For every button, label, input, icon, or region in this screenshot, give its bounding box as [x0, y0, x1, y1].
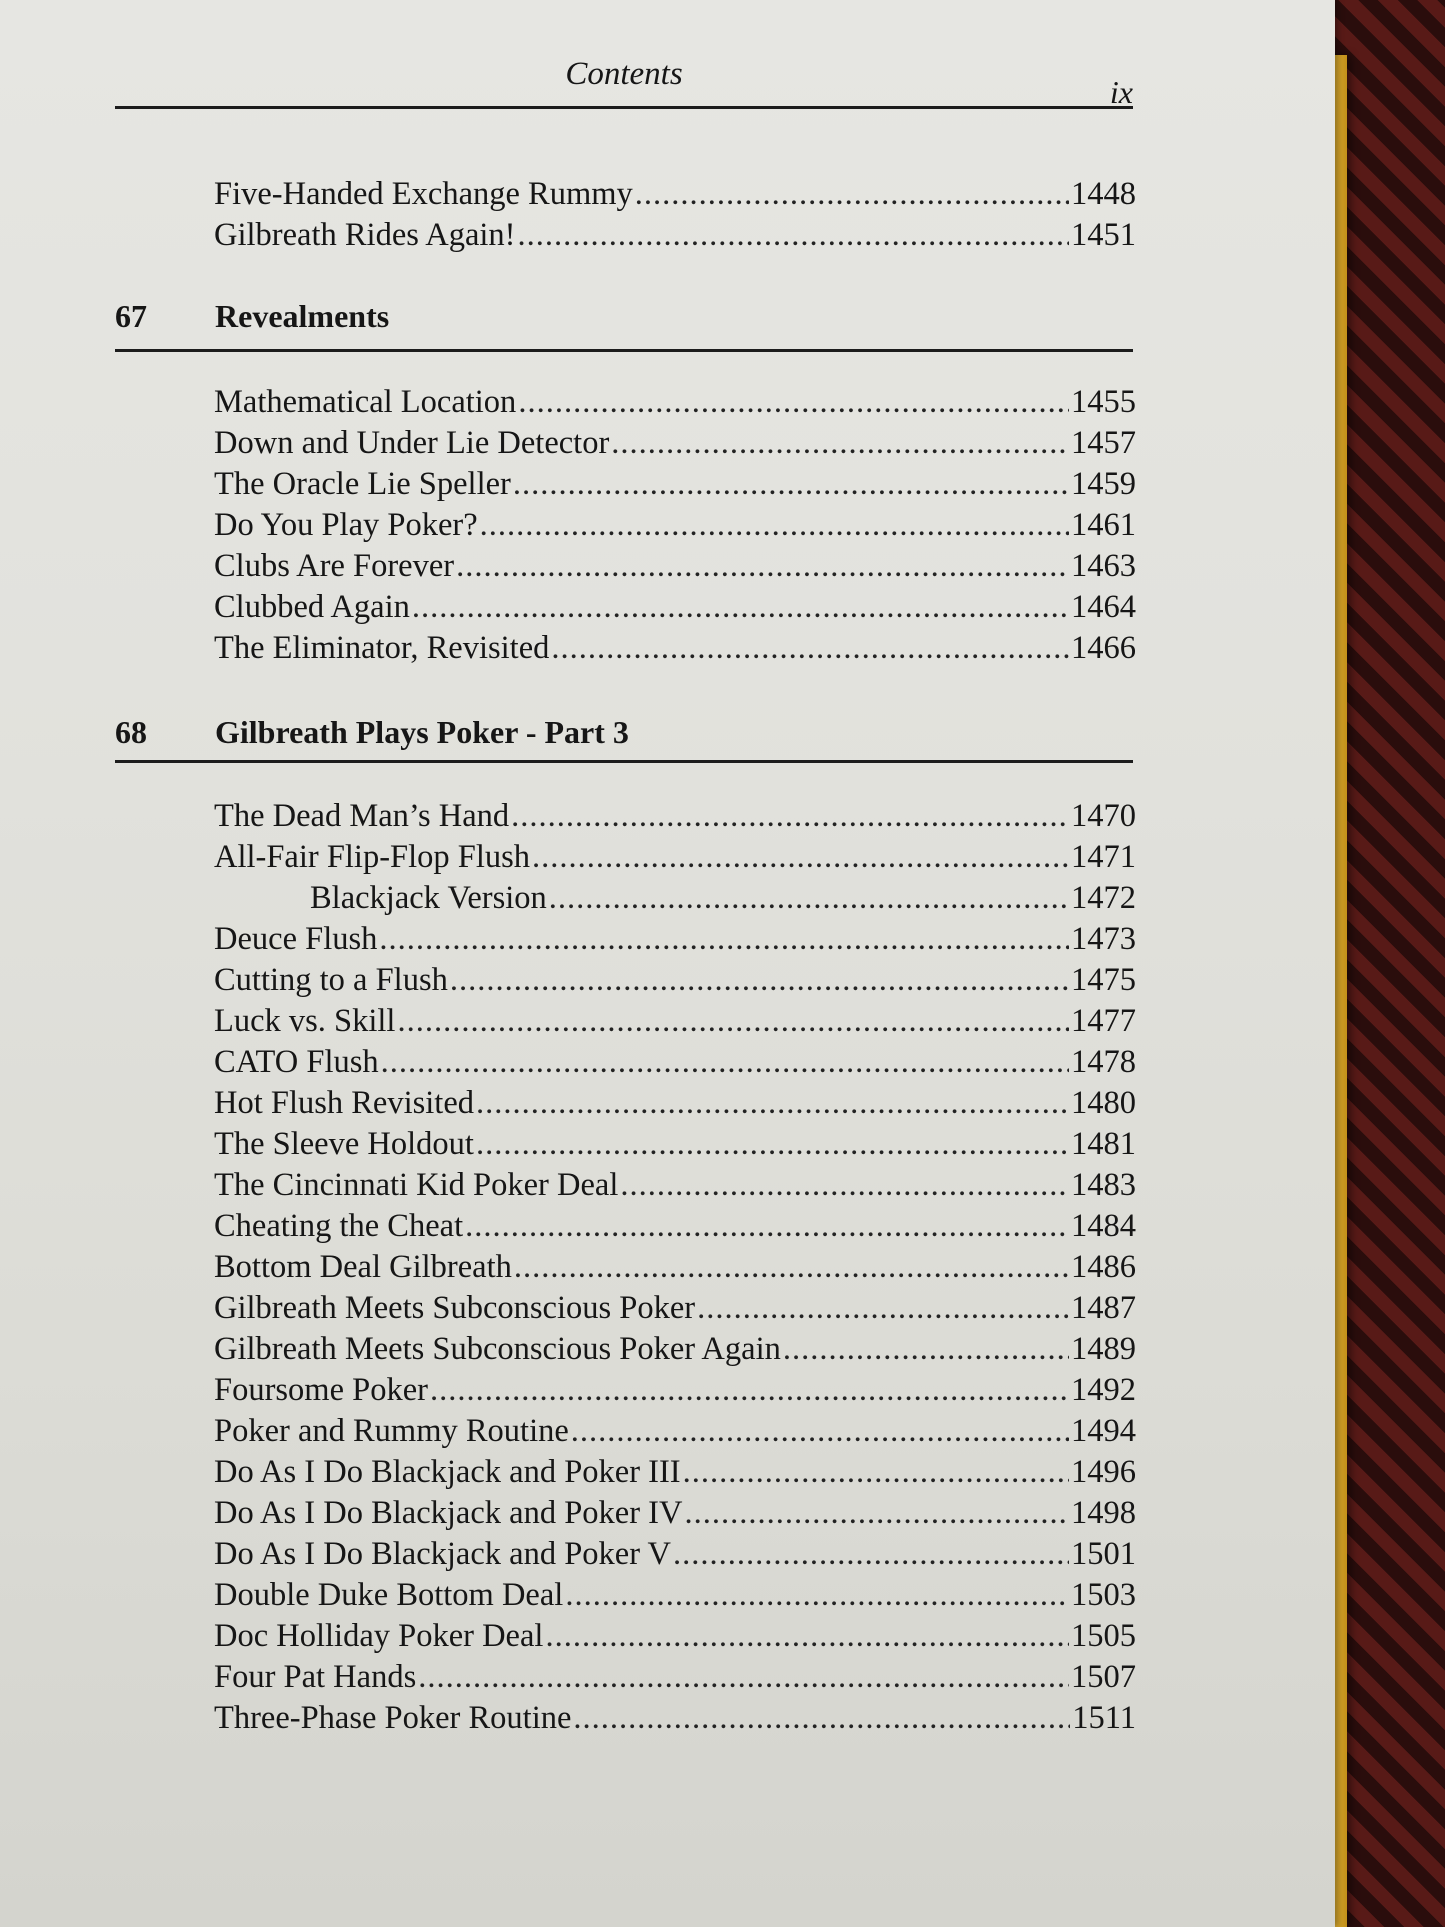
leader-dots	[511, 796, 1069, 837]
toc-entry-title: Foursome Poker	[214, 1372, 428, 1408]
toc-entry[interactable]	[214, 1083, 1136, 1124]
toc-entry[interactable]	[214, 423, 1136, 464]
toc-entry[interactable]	[214, 1493, 1136, 1534]
header-rule	[115, 106, 1133, 109]
toc-entry-page: 1505	[1071, 1618, 1136, 1654]
toc-entry-title: Cheating the Cheat	[214, 1208, 464, 1244]
leader-dots	[418, 1657, 1069, 1698]
chapter-title: Gilbreath Plays Poker - Part 3	[215, 714, 629, 750]
toc-entry-title: Four Pat Hands	[214, 1659, 417, 1695]
toc-entry[interactable]	[214, 464, 1136, 505]
toc-entry-title: Cutting to a Flush	[214, 962, 448, 998]
leader-dots	[379, 919, 1069, 960]
toc-entry[interactable]	[214, 796, 1136, 837]
leader-dots	[611, 423, 1069, 464]
toc-entry[interactable]	[214, 215, 1136, 256]
running-head	[115, 52, 1133, 110]
chapter-number: 67	[115, 298, 147, 334]
toc-entry-subitem[interactable]	[214, 878, 1136, 919]
toc-entry-page: 1478	[1071, 1044, 1136, 1080]
toc-entry[interactable]	[214, 1288, 1136, 1329]
leader-dots	[565, 1575, 1069, 1616]
toc-entry[interactable]	[214, 960, 1136, 1001]
toc-entry-page: 1511	[1072, 1700, 1136, 1736]
toc-entry-page: 1464	[1071, 589, 1136, 625]
leader-dots	[381, 1042, 1069, 1083]
toc-entry-title: Do You Play Poker?	[214, 507, 478, 543]
toc-entry[interactable]	[214, 1042, 1136, 1083]
toc-entry-page: 1463	[1071, 548, 1136, 584]
toc-entry-title: Gilbreath Rides Again!	[214, 217, 516, 253]
toc-entry[interactable]	[214, 1411, 1136, 1452]
leader-dots	[573, 1698, 1070, 1739]
toc-entry-title: Clubs Are Forever	[214, 548, 455, 584]
toc-entry-title: Doc Holliday Poker Deal	[214, 1618, 544, 1654]
leader-dots	[476, 1124, 1069, 1165]
leader-dots	[532, 837, 1069, 878]
toc-entry[interactable]	[214, 587, 1136, 628]
toc-entry-title: Do As I Do Blackjack and Poker V	[214, 1536, 672, 1572]
toc-entry-title: Bottom Deal Gilbreath	[214, 1249, 512, 1285]
leader-dots	[697, 1288, 1069, 1329]
toc-entry-title: Double Duke Bottom Deal	[214, 1577, 564, 1613]
chapter-heading-67[interactable]	[115, 298, 1133, 338]
toc-list-chapter-68	[214, 796, 1136, 1739]
toc-entry-page: 1461	[1071, 507, 1136, 543]
leader-dots	[673, 1534, 1069, 1575]
toc-entry[interactable]	[214, 1001, 1136, 1042]
toc-entry[interactable]	[214, 546, 1136, 587]
toc-list-chapter-67	[214, 382, 1136, 669]
toc-entry-page: 1483	[1071, 1167, 1136, 1203]
toc-entry-page: 1492	[1071, 1372, 1136, 1408]
toc-entry[interactable]	[214, 1124, 1136, 1165]
toc-entry-page: 1486	[1071, 1249, 1136, 1285]
toc-entry-title: Gilbreath Meets Subconscious Poker Again	[214, 1331, 781, 1367]
leader-dots	[450, 960, 1069, 1001]
toc-entry-page: 1459	[1071, 466, 1136, 502]
toc-entry[interactable]	[214, 837, 1136, 878]
leader-dots	[412, 587, 1069, 628]
toc-entry-page: 1470	[1071, 798, 1136, 834]
toc-entry-title: The Cincinnati Kid Poker Deal	[214, 1167, 619, 1203]
leader-dots	[783, 1329, 1069, 1370]
leader-dots	[465, 1206, 1069, 1247]
toc-list-continued	[214, 174, 1136, 256]
toc-entry-page: 1481	[1071, 1126, 1136, 1162]
leader-dots	[480, 505, 1069, 546]
toc-entry-page: 1484	[1071, 1208, 1136, 1244]
leader-dots	[518, 382, 1069, 423]
leader-dots	[571, 1411, 1069, 1452]
toc-entry-page: 1477	[1071, 1003, 1136, 1039]
toc-entry[interactable]	[214, 1370, 1136, 1411]
chapter-title: Revealments	[215, 298, 390, 334]
leader-dots	[514, 1247, 1069, 1288]
leader-dots	[684, 1493, 1069, 1534]
toc-entry-page: 1466	[1071, 630, 1136, 666]
toc-entry-title: Three-Phase Poker Routine	[214, 1700, 572, 1736]
toc-entry-page: 1472	[1071, 880, 1136, 916]
toc-entry-title: Down and Under Lie Detector	[214, 425, 610, 461]
toc-entry[interactable]	[214, 382, 1136, 423]
toc-entry-page: 1451	[1071, 217, 1136, 253]
toc-entry-title: Gilbreath Meets Subconscious Poker	[214, 1290, 696, 1326]
toc-entry-title: The Dead Man’s Hand	[214, 798, 510, 834]
leader-dots	[620, 1165, 1069, 1206]
toc-entry-title: Poker and Rummy Routine	[214, 1413, 569, 1449]
leader-dots	[635, 174, 1069, 215]
leader-dots	[549, 878, 1069, 919]
toc-entry[interactable]	[214, 1452, 1136, 1493]
toc-entry-page: 1503	[1071, 1577, 1136, 1613]
chapter-number: 68	[115, 714, 147, 750]
running-head-title: Contents	[565, 56, 683, 92]
leader-dots	[430, 1370, 1069, 1411]
toc-entry-title: Do As I Do Blackjack and Poker III	[214, 1454, 681, 1490]
toc-entry-title: The Oracle Lie Speller	[214, 466, 511, 502]
toc-entry-title: Five-Handed Exchange Rummy	[214, 176, 633, 212]
toc-entry-title: Clubbed Again	[214, 589, 410, 625]
leader-dots	[476, 1083, 1069, 1124]
toc-entry[interactable]	[214, 1534, 1136, 1575]
running-head-page-number: ix	[1109, 74, 1133, 110]
toc-entry-page: 1475	[1071, 962, 1136, 998]
toc-entry[interactable]	[214, 1616, 1136, 1657]
toc-entry-title: Do As I Do Blackjack and Poker IV	[214, 1495, 683, 1531]
leader-dots	[513, 464, 1069, 505]
toc-entry-title: Luck vs. Skill	[214, 1003, 396, 1039]
toc-entry[interactable]	[214, 1247, 1136, 1288]
toc-entry-page: 1496	[1071, 1454, 1136, 1490]
leader-dots	[683, 1452, 1069, 1493]
toc-entry-page: 1498	[1071, 1495, 1136, 1531]
toc-entry-title: All-Fair Flip-Flop Flush	[214, 839, 531, 875]
toc-entry-title: Deuce Flush	[214, 921, 378, 957]
chapter-rule	[115, 760, 1133, 763]
leader-dots	[456, 546, 1069, 587]
toc-entry-page: 1473	[1071, 921, 1136, 957]
toc-entry-page: 1507	[1071, 1659, 1136, 1695]
toc-entry-title: Hot Flush Revisited	[214, 1085, 475, 1121]
leader-dots	[517, 215, 1069, 256]
toc-entry[interactable]	[214, 505, 1136, 546]
toc-entry[interactable]	[214, 1575, 1136, 1616]
toc-entry[interactable]	[214, 1165, 1136, 1206]
toc-entry[interactable]	[214, 628, 1136, 669]
chapter-heading-68[interactable]	[115, 714, 1133, 754]
toc-entry-page: 1457	[1071, 425, 1136, 461]
toc-entry-title: The Sleeve Holdout	[214, 1126, 474, 1162]
chapter-rule	[115, 349, 1133, 352]
toc-entry-page: 1487	[1071, 1290, 1136, 1326]
leader-dots	[551, 628, 1069, 669]
toc-entry[interactable]	[214, 174, 1136, 215]
toc-entry-page: 1455	[1071, 384, 1136, 420]
toc-entry-title: Blackjack Version	[310, 880, 547, 916]
leader-dots	[545, 1616, 1069, 1657]
toc-entry-title: The Eliminator, Revisited	[214, 630, 550, 666]
toc-entry-page: 1489	[1071, 1331, 1136, 1367]
toc-entry[interactable]	[214, 1206, 1136, 1247]
toc-entry-page: 1494	[1071, 1413, 1136, 1449]
toc-entry[interactable]	[214, 1698, 1136, 1739]
toc-entry[interactable]	[214, 919, 1136, 960]
toc-entry-page: 1480	[1071, 1085, 1136, 1121]
leader-dots	[397, 1001, 1069, 1042]
toc-entry-title: CATO Flush	[214, 1044, 379, 1080]
toc-entry[interactable]	[214, 1657, 1136, 1698]
toc-entry-page: 1448	[1071, 176, 1136, 212]
toc-entry-page: 1471	[1071, 839, 1136, 875]
toc-entry-page: 1501	[1071, 1536, 1136, 1572]
toc-entry[interactable]	[214, 1329, 1136, 1370]
toc-entry-title: Mathematical Location	[214, 384, 517, 420]
